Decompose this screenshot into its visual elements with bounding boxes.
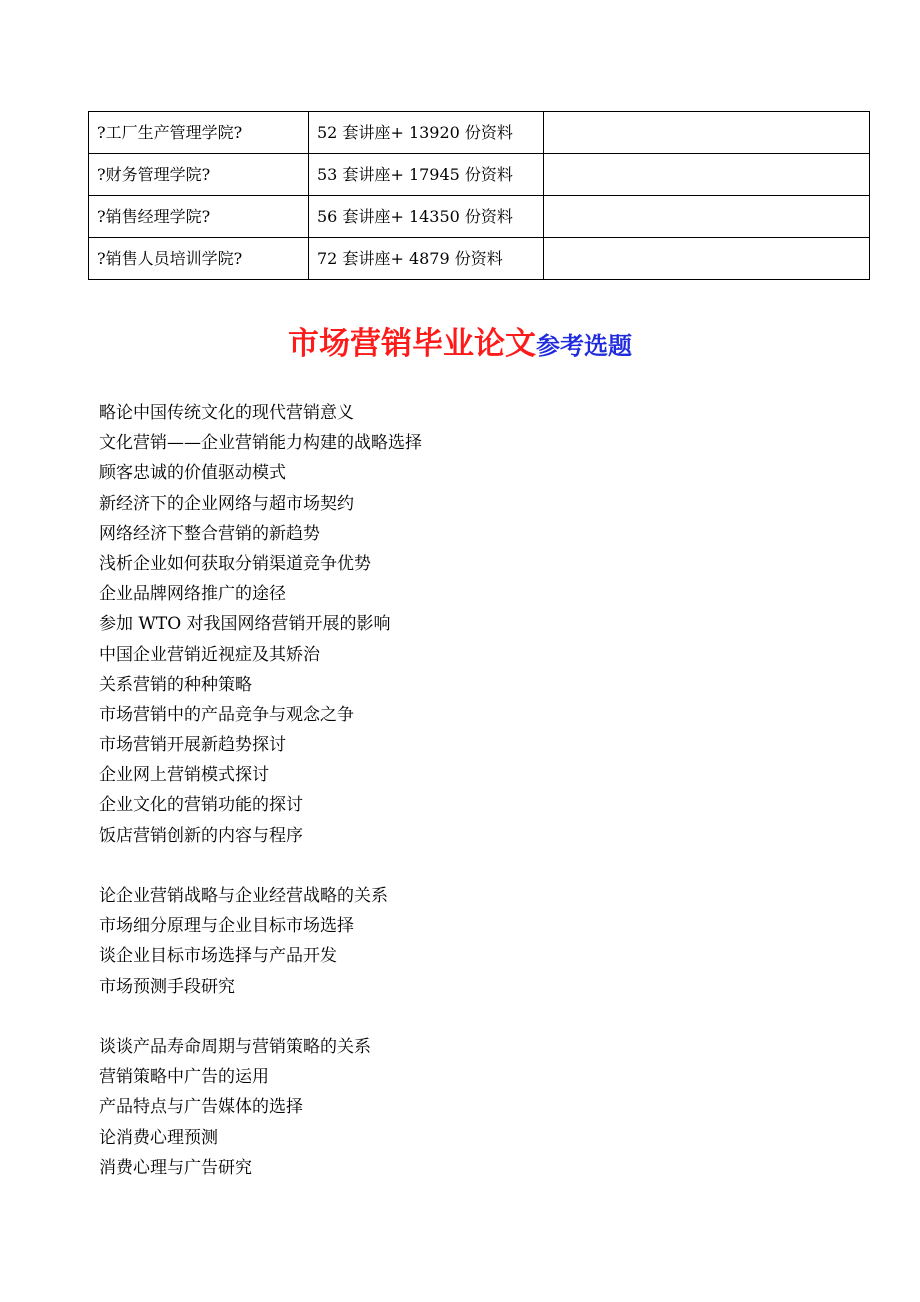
note-cell bbox=[544, 238, 870, 280]
list-item: 产品特点与广告媒体的选择 bbox=[99, 1097, 303, 1118]
table-row bbox=[89, 196, 870, 238]
list-item: 浅析企业如何获取分销渠道竞争优势 bbox=[99, 553, 371, 574]
topic-list bbox=[99, 398, 859, 1183]
list-item: 企业品牌网络推广的途径 bbox=[99, 584, 286, 605]
table-row bbox=[89, 154, 870, 196]
list-item: 市场细分原理与企业目标市场选择 bbox=[99, 916, 354, 937]
list-item: 网络经济下整合营销的新趋势 bbox=[99, 523, 320, 544]
list-item: 文化营销——企业营销能力构建的战略选择 bbox=[99, 433, 422, 454]
note-cell bbox=[544, 196, 870, 238]
college-name-cell: ?销售经理学院? bbox=[89, 196, 309, 238]
list-item: 中国企业营销近视症及其矫治 bbox=[99, 644, 320, 665]
list-item: 略论中国传统文化的现代营销意义 bbox=[99, 403, 354, 423]
list-item: 营销策略中广告的运用 bbox=[99, 1067, 269, 1088]
list-item: 市场营销开展新趋势探讨 bbox=[99, 735, 286, 756]
title-main: 市场营销毕业论文 bbox=[288, 326, 536, 362]
list-item: 谈谈产品寿命周期与营销策略的关系 bbox=[99, 1036, 371, 1057]
list-item: 论企业营销战略与企业经营战略的关系 bbox=[99, 886, 388, 906]
resources-cell: 56 套讲座+ 14350 份资料 bbox=[309, 196, 544, 238]
page-title bbox=[0, 316, 920, 377]
table-row bbox=[89, 112, 870, 154]
list-item: 参加 WTO 对我国网络营销开展的影响 bbox=[99, 614, 391, 635]
list-item: 市场预测手段研究 bbox=[99, 976, 235, 997]
college-name-cell: ?工厂生产管理学院? bbox=[89, 112, 309, 154]
list-item: 企业网上营销模式探讨 bbox=[99, 765, 269, 786]
college-resources-table bbox=[88, 111, 870, 280]
note-cell bbox=[544, 154, 870, 196]
resources-cell: 72 套讲座+ 4879 份资料 bbox=[309, 238, 544, 280]
list-item: 谈企业目标市场选择与产品开发 bbox=[99, 946, 337, 967]
list-item: 关系营销的种种策略 bbox=[99, 674, 252, 695]
list-spacer bbox=[99, 1002, 859, 1032]
list-item: 论消费心理预测 bbox=[99, 1127, 218, 1148]
college-name-cell: ?销售人员培训学院? bbox=[89, 238, 309, 280]
list-item: 市场营销中的产品竞争与观念之争 bbox=[99, 704, 354, 725]
list-item: 新经济下的企业网络与超市场契约 bbox=[99, 493, 354, 514]
title-sub: 参考选题 bbox=[536, 332, 632, 360]
list-item: 顾客忠诚的价值驱动模式 bbox=[99, 463, 286, 484]
table-row bbox=[89, 238, 870, 280]
list-spacer bbox=[99, 851, 859, 881]
college-name-cell: ?财务管理学院? bbox=[89, 154, 309, 196]
resources-cell: 52 套讲座+ 13920 份资料 bbox=[309, 112, 544, 154]
resources-cell: 53 套讲座+ 17945 份资料 bbox=[309, 154, 544, 196]
list-item: 消费心理与广告研究 bbox=[99, 1157, 252, 1178]
list-item: 饭店营销创新的内容与程序 bbox=[99, 825, 303, 846]
list-item: 企业文化的营销功能的探讨 bbox=[99, 795, 303, 816]
note-cell bbox=[544, 112, 870, 154]
